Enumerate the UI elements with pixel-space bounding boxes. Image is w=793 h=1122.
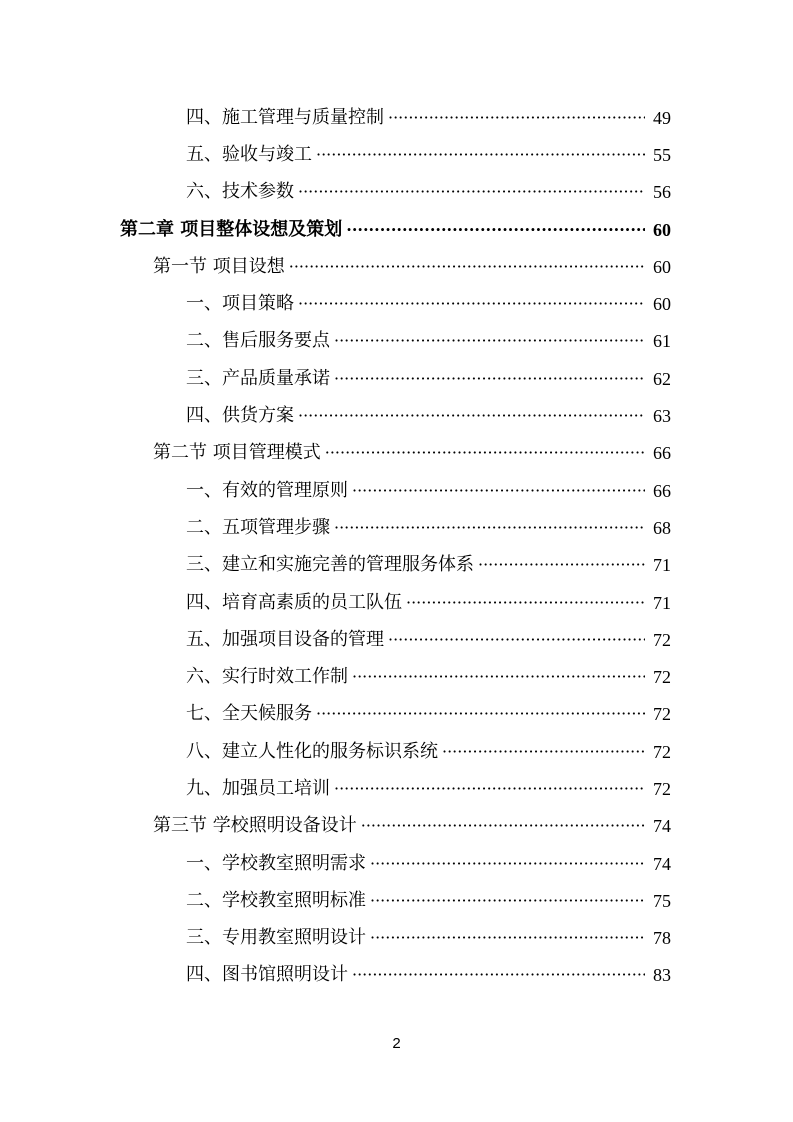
toc-entry-title: 五、加强项目设备的管理 xyxy=(186,628,384,650)
toc-entry-page: 62 xyxy=(653,368,671,389)
toc-entry-title: 三、建立和实施完善的管理服务体系 xyxy=(186,554,474,576)
toc-entry-title: 第二章 项目整体设想及策划 xyxy=(120,218,343,240)
toc-entry-title: 一、有效的管理原则 xyxy=(186,479,348,501)
toc-entry[interactable] xyxy=(0,621,793,658)
toc-dot-leader xyxy=(298,407,645,425)
toc-entry[interactable] xyxy=(0,547,793,584)
toc-dot-leader xyxy=(334,370,645,388)
toc-dot-leader xyxy=(325,444,645,462)
toc-dot-leader xyxy=(370,855,645,873)
toc-entry[interactable] xyxy=(0,733,793,770)
toc-dot-leader xyxy=(406,594,645,612)
toc-entry-title: 一、项目策略 xyxy=(186,293,294,315)
toc-entry[interactable] xyxy=(0,509,793,546)
toc-dot-leader xyxy=(352,668,645,686)
toc-entry[interactable] xyxy=(0,920,793,957)
toc-entry[interactable] xyxy=(0,360,793,397)
toc-dot-leader xyxy=(316,705,645,723)
toc-entry-page: 61 xyxy=(653,331,671,352)
toc-dot-leader xyxy=(298,295,645,313)
toc-entry-page: 56 xyxy=(653,182,671,203)
toc-entry[interactable] xyxy=(0,658,793,695)
toc-entry-title: 二、售后服务要点 xyxy=(186,330,330,352)
page-number: 2 xyxy=(392,1035,401,1052)
toc-entry-page: 83 xyxy=(653,965,671,986)
toc-entry-title: 七、全天候服务 xyxy=(186,703,312,725)
toc-dot-leader xyxy=(298,183,645,201)
toc-entry-page: 60 xyxy=(653,294,671,315)
toc-entry-page: 49 xyxy=(653,107,671,128)
toc-entry-title: 二、五项管理步骤 xyxy=(186,516,330,538)
toc-entry-page: 63 xyxy=(653,406,671,427)
toc-entry-page: 71 xyxy=(653,555,671,576)
toc-entry-page: 72 xyxy=(653,741,671,762)
toc-entry[interactable] xyxy=(0,770,793,807)
toc-entry-page: 72 xyxy=(653,629,671,650)
toc-dot-leader xyxy=(316,146,645,164)
toc-entry-page: 75 xyxy=(653,890,671,911)
table-of-contents xyxy=(0,99,793,994)
toc-entry-page: 66 xyxy=(653,443,671,464)
toc-dot-leader xyxy=(370,929,645,947)
toc-section-entry[interactable] xyxy=(0,435,793,472)
toc-entry[interactable] xyxy=(0,397,793,434)
toc-entry-page: 72 xyxy=(653,704,671,725)
toc-dot-leader xyxy=(352,482,645,500)
toc-chapter-entry[interactable] xyxy=(0,211,793,248)
toc-entry-title: 六、技术参数 xyxy=(186,181,294,203)
toc-entry[interactable] xyxy=(0,696,793,733)
toc-entry[interactable] xyxy=(0,957,793,994)
toc-entry[interactable] xyxy=(0,323,793,360)
toc-entry-title: 八、建立人性化的服务标识系统 xyxy=(186,740,438,762)
toc-dot-leader xyxy=(442,743,645,761)
toc-entry-page: 60 xyxy=(653,256,671,277)
toc-entry-page: 68 xyxy=(653,517,671,538)
toc-dot-leader xyxy=(388,109,645,127)
toc-entry-page: 72 xyxy=(653,778,671,799)
toc-entry-title: 第二节 项目管理模式 xyxy=(153,442,321,464)
toc-entry-title: 三、产品质量承诺 xyxy=(186,367,330,389)
toc-entry[interactable] xyxy=(0,99,793,136)
toc-entry-title: 四、施工管理与质量控制 xyxy=(186,106,384,128)
toc-entry-title: 三、专用教室照明设计 xyxy=(186,927,366,949)
toc-entry-title: 九、加强员工培训 xyxy=(186,777,330,799)
toc-dot-leader xyxy=(334,332,645,350)
toc-entry[interactable] xyxy=(0,845,793,882)
toc-entry[interactable] xyxy=(0,285,793,322)
toc-entry[interactable] xyxy=(0,584,793,621)
toc-entry-page: 60 xyxy=(653,219,671,240)
toc-entry[interactable] xyxy=(0,136,793,173)
toc-entry-page: 78 xyxy=(653,928,671,949)
toc-entry-title: 第一节 项目设想 xyxy=(153,255,285,277)
toc-entry-title: 四、图书馆照明设计 xyxy=(186,964,348,986)
toc-entry-page: 74 xyxy=(653,816,671,837)
toc-entry-title: 六、实行时效工作制 xyxy=(186,666,348,688)
toc-entry-page: 72 xyxy=(653,667,671,688)
toc-entry-title: 四、培育高素质的员工队伍 xyxy=(186,591,402,613)
toc-section-entry[interactable] xyxy=(0,808,793,845)
toc-entry-title: 四、供货方案 xyxy=(186,405,294,427)
toc-entry-page: 55 xyxy=(653,144,671,165)
toc-dot-leader xyxy=(361,817,645,835)
toc-dot-leader xyxy=(346,221,645,239)
toc-entry-title: 五、验收与竣工 xyxy=(186,143,312,165)
toc-entry-title: 第三节 学校照明设备设计 xyxy=(153,815,357,837)
toc-entry[interactable] xyxy=(0,882,793,919)
toc-dot-leader xyxy=(334,519,645,537)
toc-entry-page: 71 xyxy=(653,592,671,613)
toc-section-entry[interactable] xyxy=(0,248,793,285)
toc-entry-title: 二、学校教室照明标准 xyxy=(186,889,366,911)
toc-entry[interactable] xyxy=(0,174,793,211)
toc-dot-leader xyxy=(370,892,645,910)
toc-dot-leader xyxy=(388,631,645,649)
toc-entry-page: 66 xyxy=(653,480,671,501)
toc-entry[interactable] xyxy=(0,472,793,509)
toc-dot-leader xyxy=(478,556,645,574)
toc-dot-leader xyxy=(289,258,645,276)
toc-dot-leader xyxy=(334,780,645,798)
toc-dot-leader xyxy=(352,966,645,984)
toc-entry-title: 一、学校教室照明需求 xyxy=(186,852,366,874)
toc-entry-page: 74 xyxy=(653,853,671,874)
